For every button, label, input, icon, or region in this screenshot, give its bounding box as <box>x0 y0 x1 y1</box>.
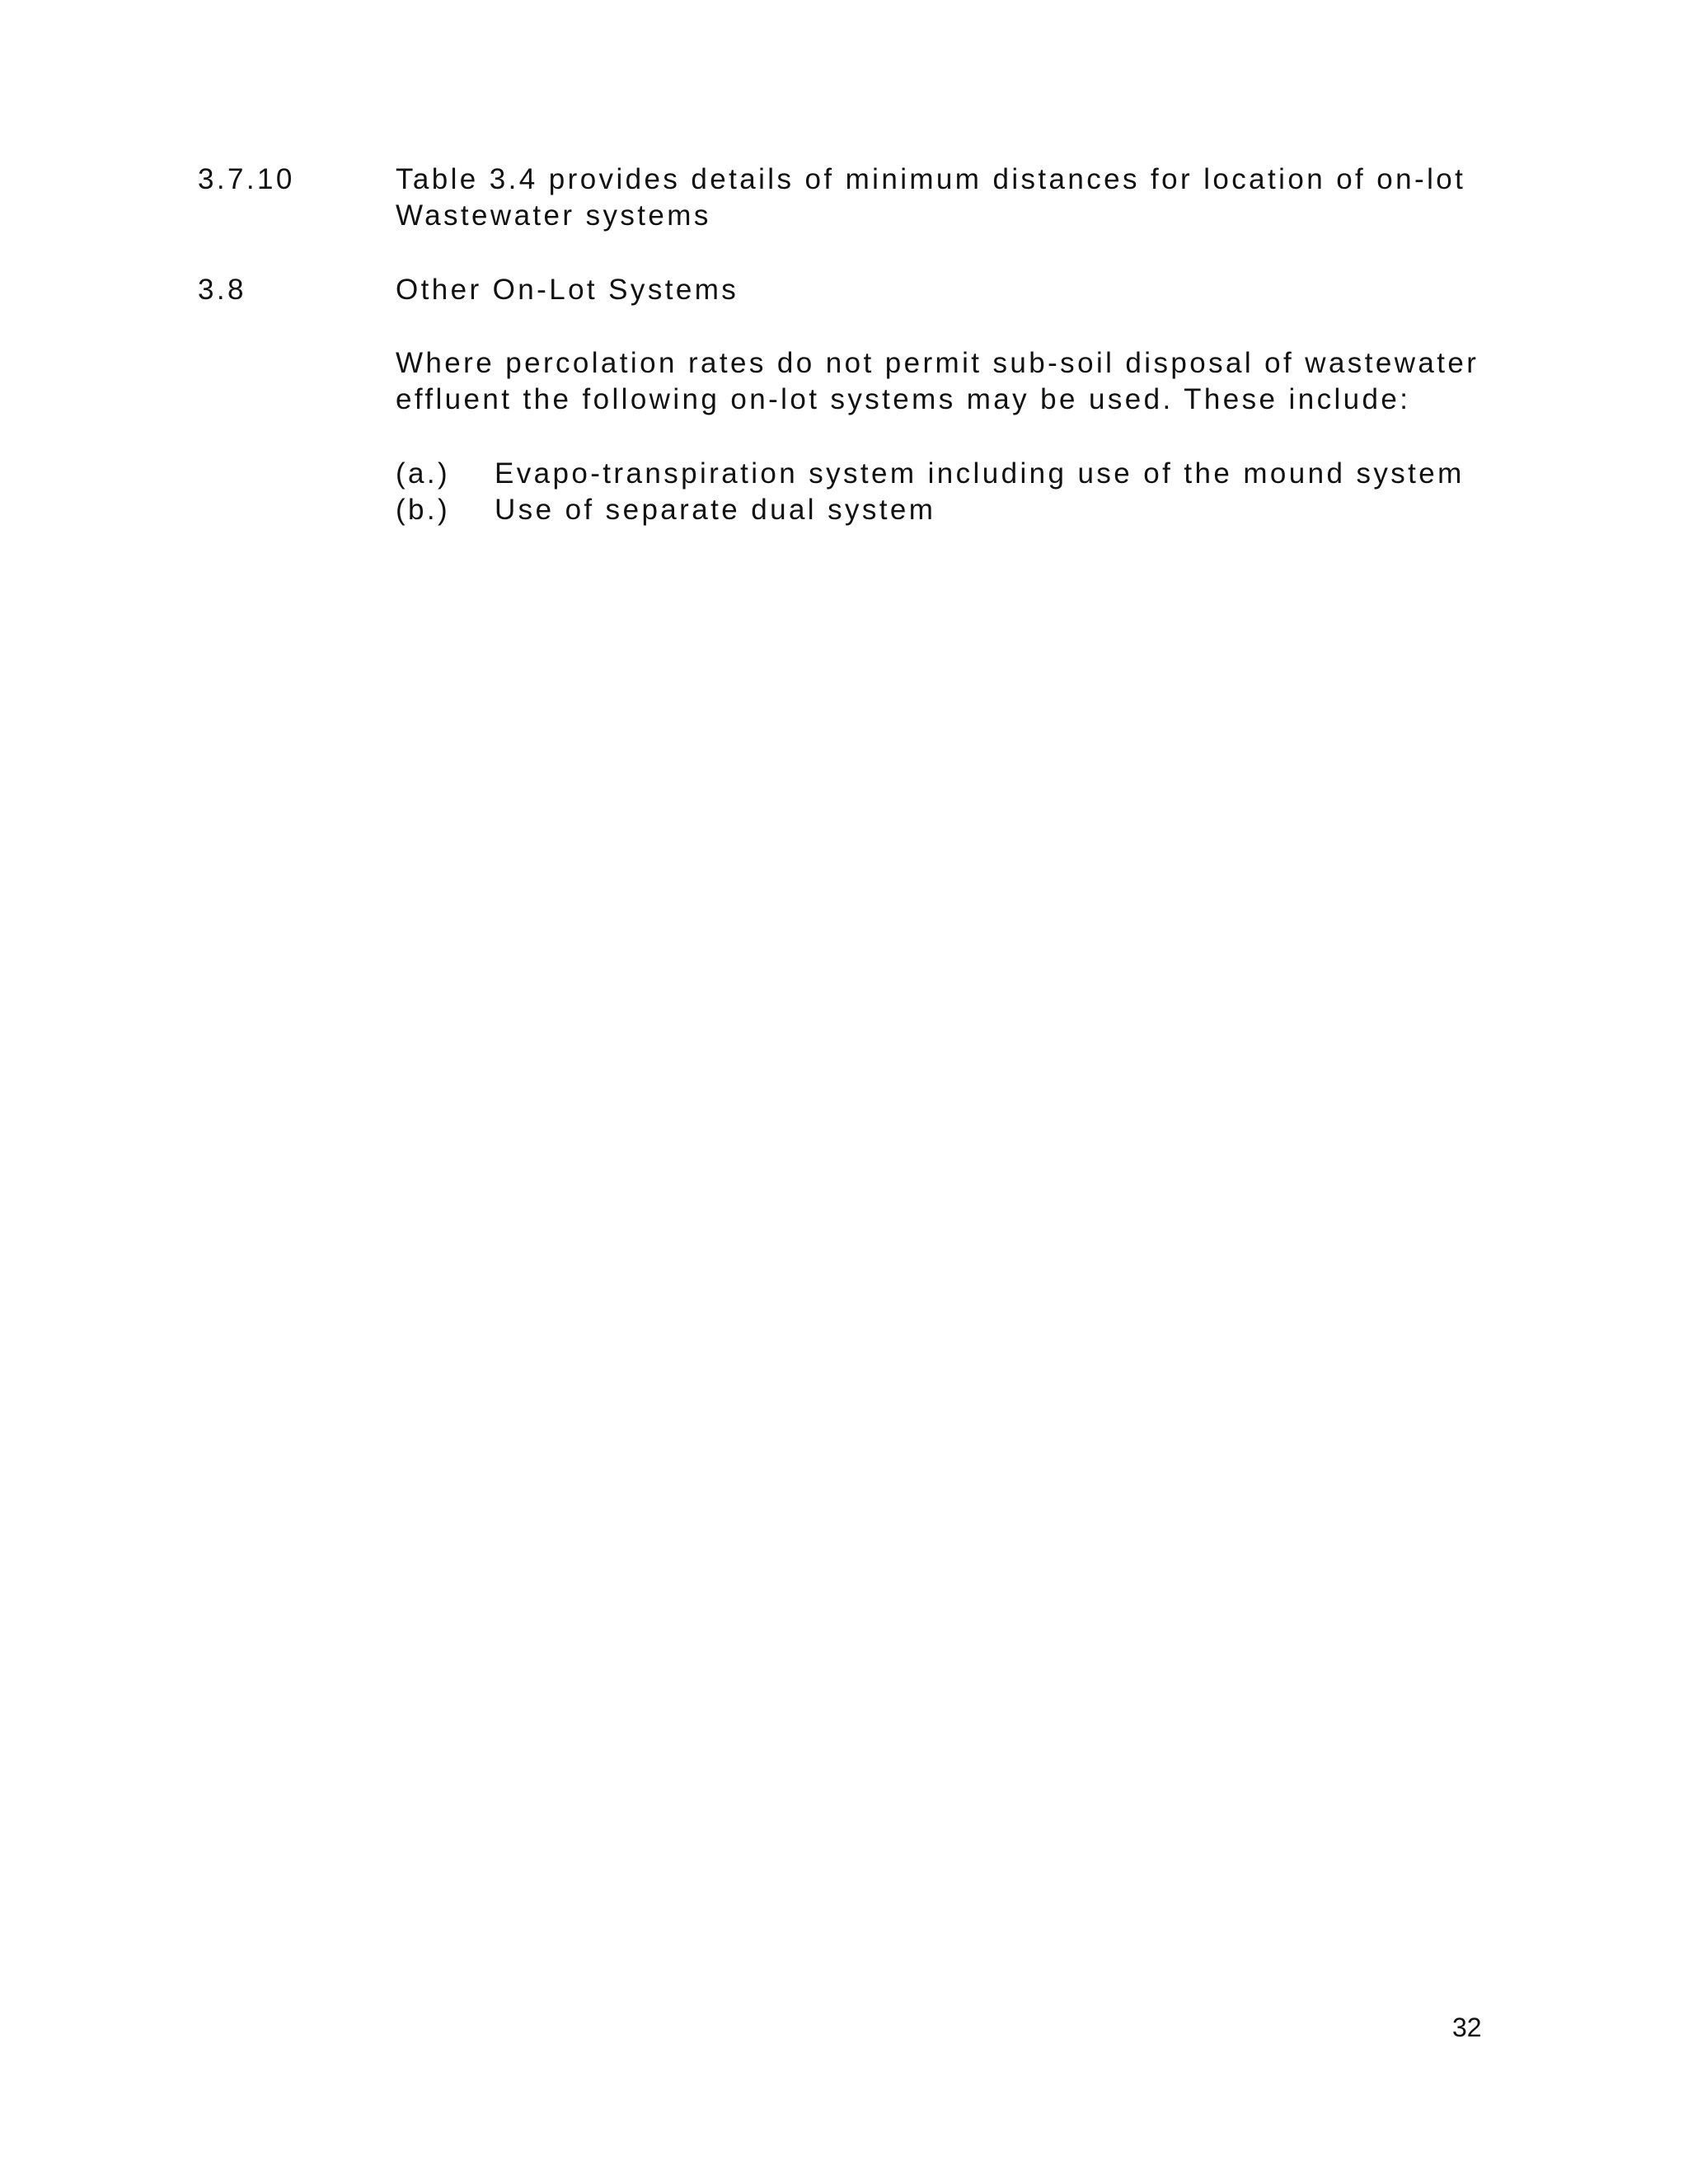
section-number-3-7-10: 3.7.10 <box>198 163 295 195</box>
paragraph-line-2: effluent the following on-lot systems may be used. These include: <box>396 383 1411 415</box>
paragraph-line-1: Where percolation rates do not permit sub-soil disposal of wastewater <box>396 347 1479 379</box>
list-marker-b: (b.) <box>396 494 451 526</box>
section-3-7-10-line-1: Table 3.4 provides details of minimum distances for location of on-lot <box>396 163 1466 195</box>
list-item-b: Use of separate dual system <box>495 494 936 526</box>
section-heading: Other On-Lot Systems <box>396 274 739 306</box>
section-3-7-10-line-2: Wastewater systems <box>396 199 711 232</box>
section-number-3-8: 3.8 <box>198 274 246 306</box>
list-marker-a: (a.) <box>396 457 451 490</box>
list-item-a: Evapo-transpiration system including use of the mound system <box>495 457 1465 490</box>
page-number: 32 <box>1452 2013 1482 2042</box>
